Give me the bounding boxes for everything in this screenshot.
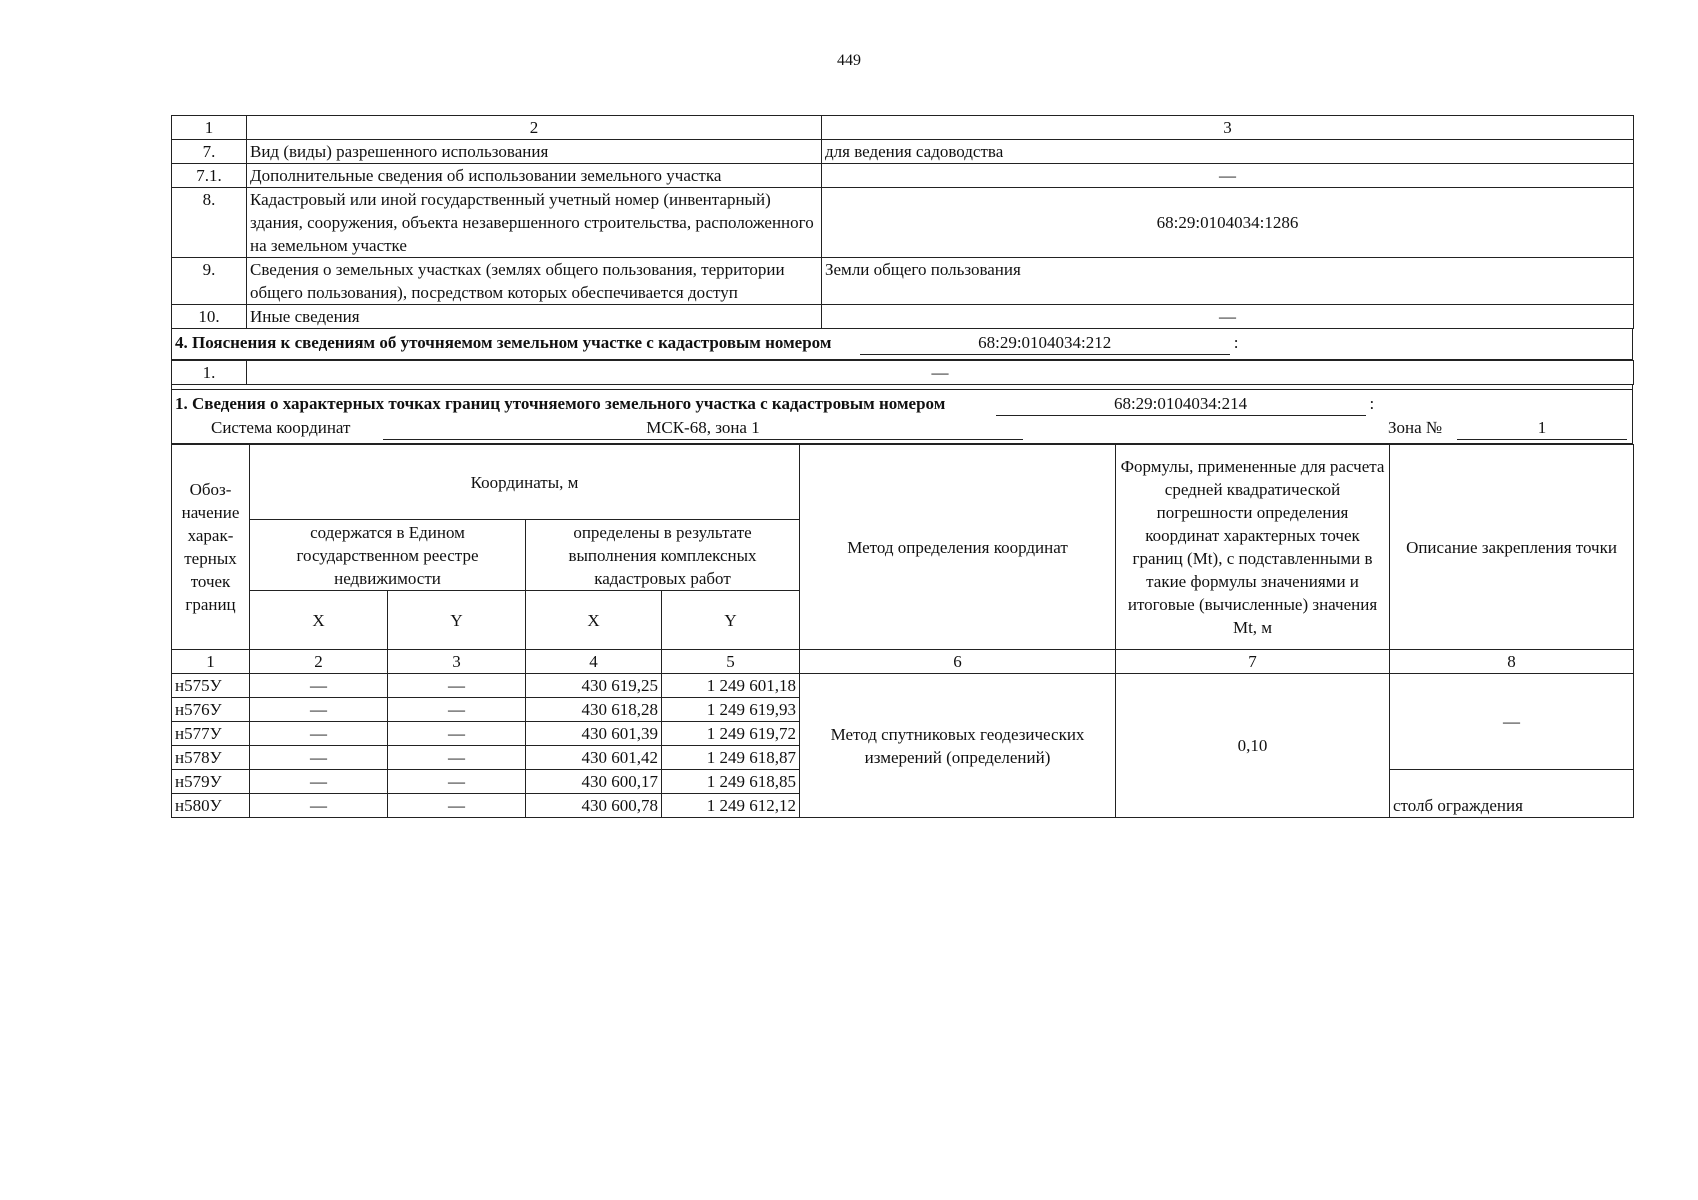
land-info-table	[171, 115, 1634, 329]
row-label: Кадастровый или иной государственный учетный номер (инвентарный) здания, сооружения, объекта незавершенного строительства, расположенного на земельном участке	[247, 188, 822, 258]
column-number-cell: 8	[1390, 650, 1634, 674]
header-egrn: содержатся в Едином государственном реестре недвижимости	[250, 520, 526, 591]
row-label: Иные сведения	[247, 305, 822, 329]
column-number-cell: 5	[662, 650, 800, 674]
y-cadastral: 1 249 618,85	[662, 770, 800, 794]
point-id: н575У	[172, 674, 250, 698]
table-row	[172, 674, 1634, 698]
section-1-colon: :	[1369, 394, 1375, 413]
row-number: 7.1.	[172, 164, 247, 188]
row-value: —	[822, 164, 1634, 188]
y-egrn: —	[388, 722, 526, 746]
x-cadastral: 430 600,17	[526, 770, 662, 794]
header-y-egrn: Y	[388, 591, 526, 650]
section-4-table	[171, 360, 1634, 385]
header-description: Описание закрепления точки	[1390, 445, 1634, 650]
y-cadastral: 1 249 601,18	[662, 674, 800, 698]
column-number-cell: 1	[172, 116, 247, 140]
row-number: 10.	[172, 305, 247, 329]
y-cadastral: 1 249 618,87	[662, 746, 800, 770]
row-value: 68:29:0104034:1286	[822, 188, 1634, 258]
x-cadastral: 430 601,42	[526, 746, 662, 770]
x-cadastral: 430 601,39	[526, 722, 662, 746]
section-1-heading	[171, 389, 1633, 444]
point-id: н579У	[172, 770, 250, 794]
row-value: для ведения садоводства	[822, 140, 1634, 164]
boundary-points-table	[171, 444, 1634, 818]
row-value: Земли общего пользования	[822, 258, 1634, 305]
row-label: Вид (виды) разрешенного использования	[247, 140, 822, 164]
y-egrn: —	[388, 698, 526, 722]
row-number: 8.	[172, 188, 247, 258]
x-egrn: —	[250, 794, 388, 818]
table-header-row	[172, 116, 1634, 140]
description-value: —	[1390, 674, 1634, 770]
section-4-title: 4. Пояснения к сведениям об уточняемом земельном участке с кадастровым номером	[175, 333, 832, 352]
column-number-cell: 2	[247, 116, 822, 140]
section-4-cadastral-number: 68:29:0104034:212	[860, 331, 1230, 355]
mt-value: 0,10	[1116, 674, 1390, 818]
column-number-cell: 2	[250, 650, 388, 674]
table-row	[172, 188, 1634, 258]
y-cadastral: 1 249 619,93	[662, 698, 800, 722]
zone-label: Зона №	[1388, 418, 1443, 437]
column-number-cell: 7	[1116, 650, 1390, 674]
header-method: Метод определения координат	[800, 445, 1116, 650]
y-egrn: —	[388, 746, 526, 770]
section-1-title-line	[175, 392, 1629, 416]
y-cadastral: 1 249 619,72	[662, 722, 800, 746]
column-number-cell: 3	[388, 650, 526, 674]
y-cadastral: 1 249 612,12	[662, 794, 800, 818]
x-egrn: —	[250, 746, 388, 770]
x-cadastral: 430 618,28	[526, 698, 662, 722]
table-row	[172, 164, 1634, 188]
x-cadastral: 430 619,25	[526, 674, 662, 698]
row-number: 7.	[172, 140, 247, 164]
header-x-egrn: X	[250, 591, 388, 650]
table-row	[172, 258, 1634, 305]
page-number: 449	[837, 52, 861, 69]
description-value: столб ограждения	[1390, 770, 1634, 818]
coord-system-label: Система координат	[211, 418, 351, 437]
header-x-cadastral: X	[526, 591, 662, 650]
x-egrn: —	[250, 698, 388, 722]
point-id: н577У	[172, 722, 250, 746]
x-cadastral: 430 600,78	[526, 794, 662, 818]
table-row	[172, 140, 1634, 164]
zone-value: 1	[1457, 416, 1627, 440]
table-header-row	[172, 445, 1634, 520]
coordinate-system-line	[175, 416, 1629, 439]
header-designation: Обоз-начение харак-терных точек границ	[172, 445, 250, 650]
coord-system-value: МСК-68, зона 1	[383, 416, 1023, 440]
header-cadastral-works: определены в результате выполнения комплексных кадастровых работ	[526, 520, 800, 591]
row-label: Дополнительные сведения об использовании земельного участка	[247, 164, 822, 188]
method-value: Метод спутниковых геодезических измерений (определений)	[800, 674, 1116, 818]
section-1-cadastral-number: 68:29:0104034:214	[996, 392, 1366, 416]
header-y-cadastral: Y	[662, 591, 800, 650]
row-number: 9.	[172, 258, 247, 305]
point-id: н578У	[172, 746, 250, 770]
x-egrn: —	[250, 674, 388, 698]
table-row	[172, 305, 1634, 329]
column-numbers-row	[172, 650, 1634, 674]
row-value: —	[822, 305, 1634, 329]
section-4-heading	[171, 329, 1633, 360]
row-label: Сведения о земельных участках (землях общего пользования, территории общего пользования), посредством которых обеспечивается доступ	[247, 258, 822, 305]
x-egrn: —	[250, 722, 388, 746]
row-number: 1.	[172, 361, 247, 385]
y-egrn: —	[388, 794, 526, 818]
header-formula: Формулы, примененные для расчета средней квадратической погрешности определения координат характерных точек границ (Mt), с подставленными в такие формулы значениями и итоговые (вычисленные) значения Mt, м	[1116, 445, 1390, 650]
point-id: н576У	[172, 698, 250, 722]
y-egrn: —	[388, 674, 526, 698]
document-sheet	[171, 115, 1633, 818]
header-coordinates: Координаты, м	[250, 445, 800, 520]
row-value: —	[247, 361, 1634, 385]
column-number-cell: 4	[526, 650, 662, 674]
column-number-cell: 6	[800, 650, 1116, 674]
section-4-colon: :	[1233, 333, 1239, 352]
y-egrn: —	[388, 770, 526, 794]
column-number-cell: 1	[172, 650, 250, 674]
point-id: н580У	[172, 794, 250, 818]
section-1-title: 1. Сведения о характерных точках границ уточняемого земельного участка с кадастровым номером	[175, 394, 946, 413]
x-egrn: —	[250, 770, 388, 794]
column-number-cell: 3	[822, 116, 1634, 140]
table-row	[172, 361, 1634, 385]
